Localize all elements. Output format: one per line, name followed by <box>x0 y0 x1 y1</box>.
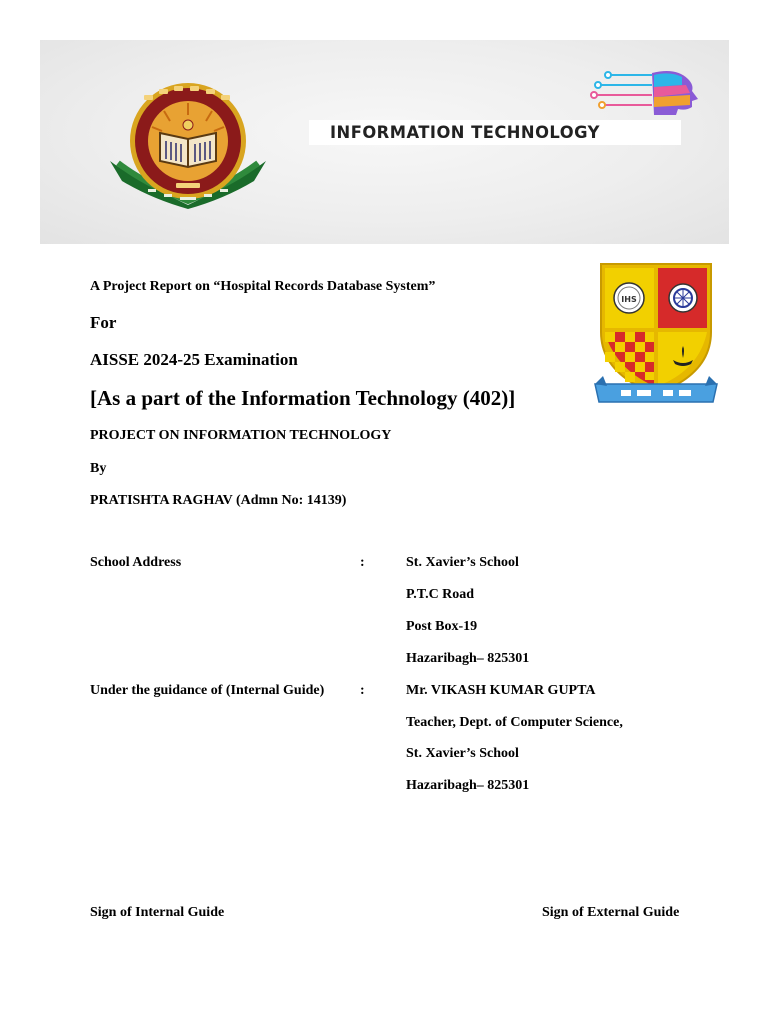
report-exam: AISSE 2024-25 Examination <box>90 350 298 369</box>
school-address-line: P.T.C Road <box>406 587 475 602</box>
school-address-line: Hazaribagh– 825301 <box>406 651 530 666</box>
external-guide-signature-label: Sign of External Guide <box>542 905 680 920</box>
guide-detail-line: Teacher, Dept. of Computer Science, <box>406 715 623 730</box>
tech-head-icon <box>590 67 702 115</box>
student-name: PRATISHTA RAGHAV (Admn No: 14139) <box>90 493 347 508</box>
school-address-line: St. Xavier’s School <box>406 555 519 570</box>
banner-title: INFORMATION TECHNOLOGY <box>330 122 600 143</box>
internal-guide-signature-label: Sign of Internal Guide <box>90 905 225 920</box>
guide-colon: : <box>360 683 365 698</box>
banner-title-box <box>309 120 681 145</box>
school-address-colon: : <box>360 555 365 570</box>
report-subject-heading: [As a part of the Information Technology (402)] <box>90 386 516 410</box>
guide-detail-line: St. Xavier’s School <box>406 746 519 761</box>
guide-label: Under the guidance of (Internal Guide) <box>90 683 325 698</box>
report-project-heading: PROJECT ON INFORMATION TECHNOLOGY <box>90 428 392 443</box>
board-seal-logo <box>104 81 272 210</box>
guide-detail-line: Mr. VIKASH KUMAR GUPTA <box>406 683 596 698</box>
report-by-label: By <box>90 461 107 476</box>
school-address-label: School Address <box>90 555 182 570</box>
report-title-line: A Project Report on “Hospital Records Database System” <box>90 279 436 294</box>
crest-initials: IHS <box>621 295 637 304</box>
guide-detail-line: Hazaribagh– 825301 <box>406 778 530 793</box>
header-banner <box>40 40 729 244</box>
report-for-label: For <box>90 313 117 332</box>
school-address-line: Post Box-19 <box>406 619 478 634</box>
school-crest-logo <box>593 262 719 407</box>
